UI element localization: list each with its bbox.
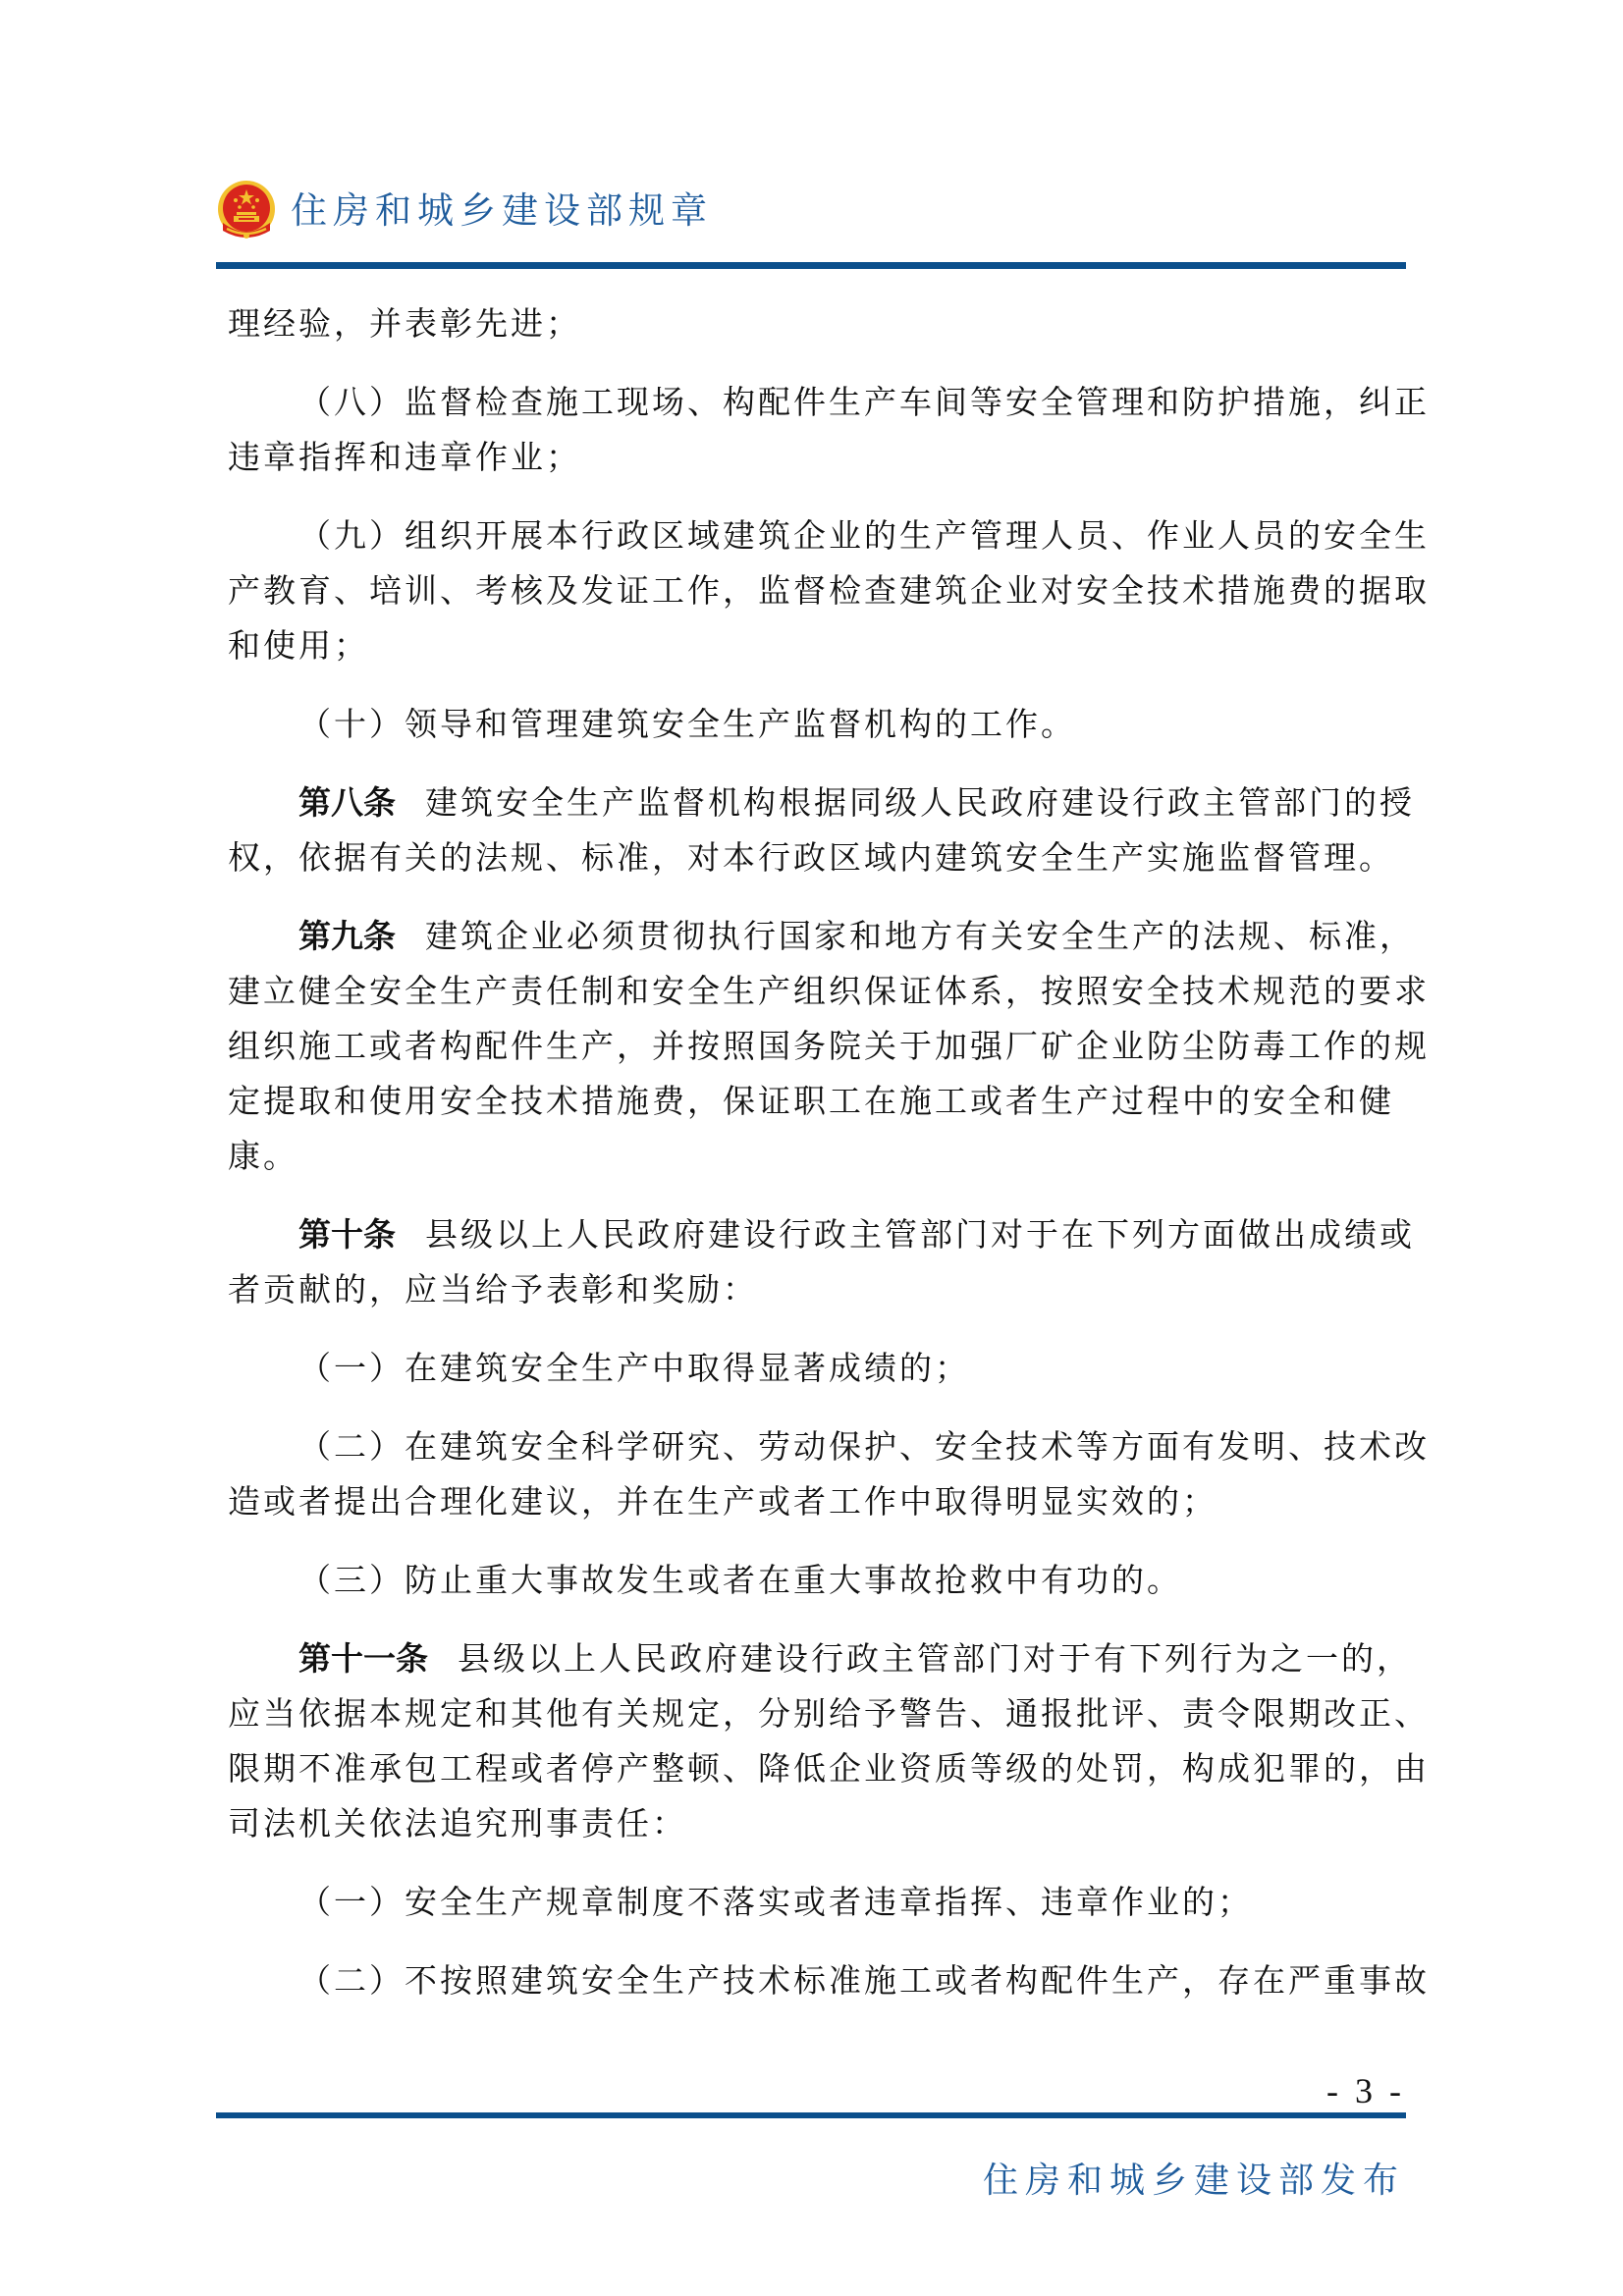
header-title: 住房和城乡建设部规章: [291, 189, 713, 232]
text-line: 建立健全安全生产责任制和安全生产组织保证体系，按照安全技术规范的要求: [228, 972, 1430, 1010]
text-line: 者贡献的，应当给予表彰和奖励：: [228, 1270, 758, 1308]
article-11: [228, 1631, 1430, 1851]
text-line: 应当依据本规定和其他有关规定，分别给予警告、通报批评、责令限期改正、: [228, 1694, 1430, 1733]
text-line: （三）防止重大事故发生或者在重大事故抢救中有功的。: [298, 1561, 1182, 1599]
text-line: 产教育、培训、考核及发证工作，监督检查建筑企业对安全技术措施费的据取: [228, 571, 1430, 610]
text-line: [228, 775, 1415, 830]
article-label: 第九条: [298, 917, 396, 955]
text-line: 造或者提出合理化建议，并在生产或者工作中取得明显实效的；: [228, 1482, 1217, 1521]
page-number: - 3 -: [1326, 2071, 1405, 2110]
article-9: [228, 909, 1430, 1184]
text-line: [228, 1631, 1412, 1686]
article-10: [228, 1207, 1415, 1317]
text-line: 理经验，并表彰先进；: [228, 304, 581, 343]
article-11-item-2: [228, 1953, 1430, 2008]
text-line: 康。: [228, 1137, 298, 1175]
list-item-8: [228, 375, 1430, 485]
text-span: 县级以上人民政府建设行政主管部门对于有下列行为之一的，: [458, 1639, 1412, 1678]
list-item-10: [228, 697, 1406, 752]
text-line: 和使用；: [228, 626, 369, 665]
footer-publisher: 住房和城乡建设部发布: [982, 2161, 1405, 2201]
text-span: 建筑企业必须贯彻执行国家和地方有关安全生产的法规、标准，: [425, 917, 1415, 955]
text-line: 定提取和使用安全技术措施费，保证职工在施工或者生产过程中的安全和健: [228, 1082, 1394, 1120]
national-emblem-icon: [215, 180, 278, 244]
text-line: 权，依据有关的法规、标准，对本行政区域内建筑安全生产实施监督管理。: [228, 838, 1394, 877]
article-10-item-2: [228, 1419, 1430, 1529]
article-label: 第十条: [298, 1215, 396, 1254]
article-11-item-1: [228, 1875, 1406, 1930]
article-10-item-1: [228, 1341, 1406, 1396]
text-line: [228, 1207, 1415, 1262]
text-span: 建筑安全生产监督机构根据同级人民政府建设行政主管部门的授: [425, 783, 1415, 822]
text-line: [228, 909, 1415, 964]
article-label: 第八条: [298, 783, 396, 822]
text-line: （一）在建筑安全生产中取得显著成绩的；: [298, 1349, 970, 1387]
text-line: 司法机关依法追究刑事责任：: [228, 1804, 687, 1842]
article-label: 第十一条: [298, 1639, 428, 1678]
document-body: [228, 296, 1430, 2032]
text-line: （八）监督检查施工现场、构配件生产车间等安全管理和防护措施，纠正: [298, 383, 1430, 421]
text-line: 违章指挥和违章作业；: [228, 438, 581, 476]
article-8: [228, 775, 1415, 885]
text-line: 限期不准承包工程或者停产整顿、降低企业资质等级的处罚，构成犯罪的，由: [228, 1749, 1430, 1788]
header-divider: [216, 262, 1406, 269]
text-line: （九）组织开展本行政区域建筑企业的生产管理人员、作业人员的安全生: [298, 516, 1430, 555]
text-line: 组织施工或者构配件生产，并按照国务院关于加强厂矿企业防尘防毒工作的规: [228, 1027, 1430, 1065]
article-10-item-3: [228, 1553, 1406, 1608]
text-line: （十）领导和管理建筑安全生产监督机构的工作。: [298, 705, 1076, 743]
text-line: （二）在建筑安全科学研究、劳动保护、安全技术等方面有发明、技术改: [298, 1427, 1430, 1466]
text-span: 县级以上人民政府建设行政主管部门对于在下列方面做出成绩或: [425, 1215, 1415, 1254]
paragraph-continuation: [228, 296, 1406, 351]
list-item-9: [228, 508, 1430, 673]
footer-divider: [216, 2112, 1406, 2118]
text-line: （二）不按照建筑安全生产技术标准施工或者构配件生产，存在严重事故: [298, 1961, 1430, 2000]
text-line: （一）安全生产规章制度不落实或者违章指挥、违章作业的；: [298, 1883, 1253, 1921]
